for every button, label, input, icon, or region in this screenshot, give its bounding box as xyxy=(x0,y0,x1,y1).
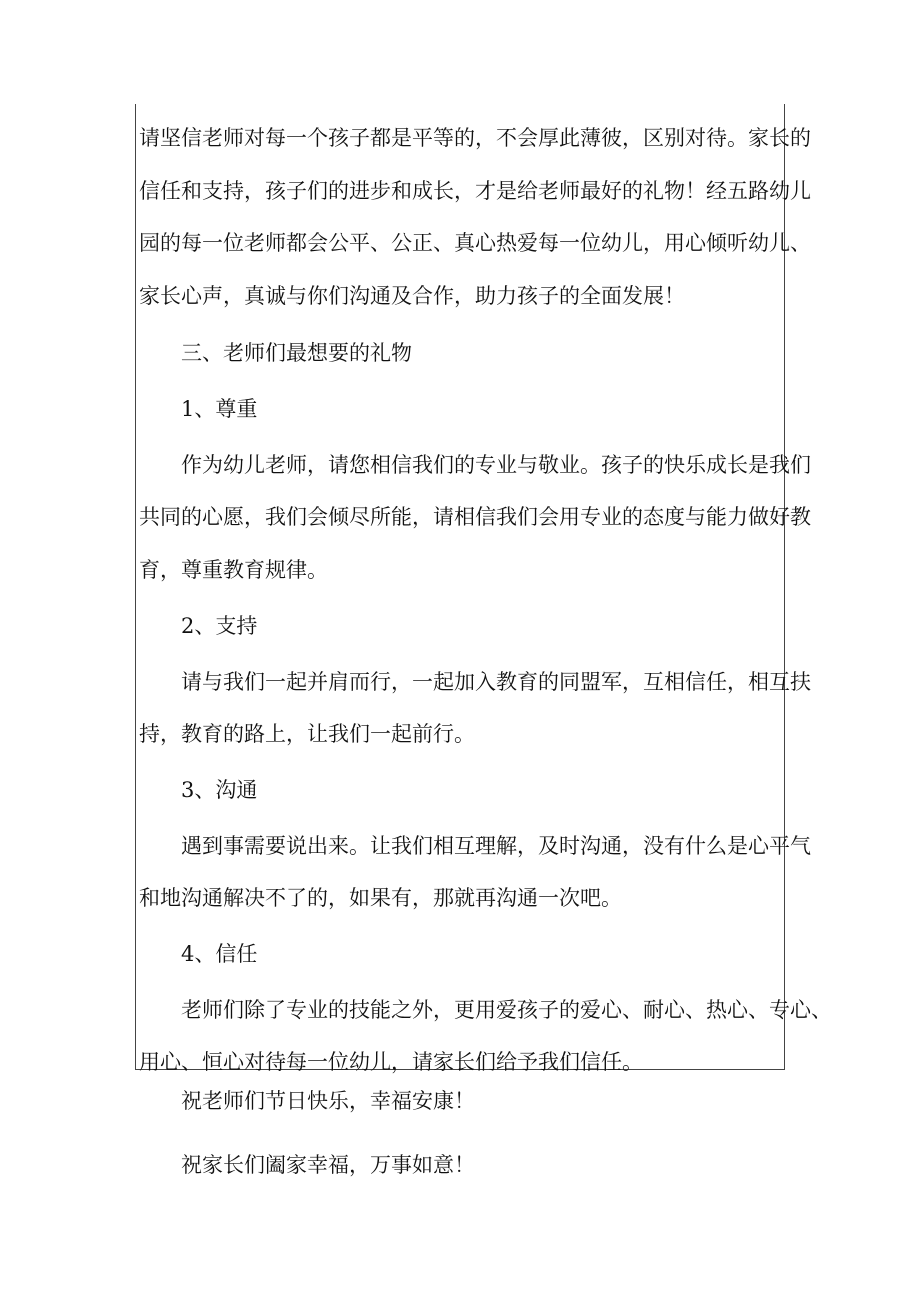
item-3-line-1: 遇到事需要说出来。让我们相互理解，及时沟通，没有什么是心平气 xyxy=(181,834,811,858)
intro-line-1: 请坚信老师对每一个孩子都是平等的，不会厚此薄彼，区别对待。家长的 xyxy=(139,126,811,150)
intro-line-4: 家长心声，真诚与你们沟通及合作，助力孩子的全面发展！ xyxy=(139,284,685,308)
intro-line-3: 园的每一位老师都会公平、公正、真心热爱每一位幼儿，用心倾听幼儿、 xyxy=(139,231,811,255)
item-2-line-1: 请与我们一起并肩而行，一起加入教育的同盟军，互相信任，相互扶 xyxy=(181,670,811,694)
item-2-line-2: 持，教育的路上，让我们一起前行。 xyxy=(139,722,475,746)
item-1-title: 1、尊重 xyxy=(181,397,258,421)
item-4-line-2: 用心、恒心对待每一位幼儿，请家长们给予我们信任。 xyxy=(139,1050,643,1074)
item-2-title: 2、支持 xyxy=(181,614,258,638)
closing-line-2: 祝家长们阖家幸福，万事如意！ xyxy=(181,1153,475,1177)
intro-line-2: 信任和支持，孩子们的进步和成长，才是给老师最好的礼物！经五路幼儿 xyxy=(139,179,811,203)
item-3-line-2: 和地沟通解决不了的，如果有，那就再沟通一次吧。 xyxy=(139,886,622,910)
section-heading: 三、老师们最想要的礼物 xyxy=(181,341,412,365)
closing-line-1: 祝老师们节日快乐，幸福安康！ xyxy=(181,1089,475,1113)
item-4-line-1: 老师们除了专业的技能之外，更用爱孩子的爱心、耐心、热心、专心、 xyxy=(181,998,832,1022)
item-4-title: 4、信任 xyxy=(181,942,258,966)
item-1-line-1: 作为幼儿老师，请您相信我们的专业与敬业。孩子的快乐成长是我们 xyxy=(181,453,811,477)
item-1-line-3: 育，尊重教育规律。 xyxy=(139,558,328,582)
item-1-line-2: 共同的心愿，我们会倾尽所能，请相信我们会用专业的态度与能力做好教 xyxy=(139,505,811,529)
item-3-title: 3、沟通 xyxy=(181,778,258,802)
